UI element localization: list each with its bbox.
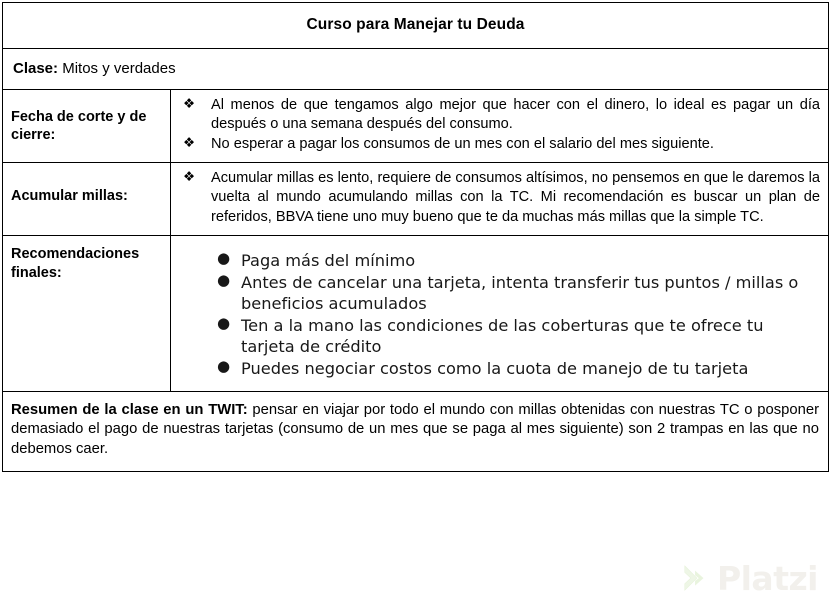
platzi-logo-icon: [681, 563, 711, 595]
row-body-recomendaciones-finales: [171, 236, 829, 391]
row-label-acumular-millas: Acumular millas:: [3, 163, 171, 236]
list-item: [211, 272, 820, 314]
row-body-fecha-de-corte: [171, 90, 829, 163]
table-row-fecha-de-corte: [3, 90, 829, 163]
round-bullet-icon: ●: [217, 357, 231, 376]
round-bullet-list: [211, 250, 820, 379]
round-bullet-icon: ●: [217, 249, 231, 268]
round-bullet-icon: ●: [217, 271, 231, 290]
summary-text: pensar en viajar por todo el mundo con millas obtenidas con nuestras TC o posponer demasiado el pago de nuestras tarjetas (consumo de un mes que se paga al mes siguiente) son 2 trampas en las que no debemos caer.: [11, 401, 820, 457]
list-item-text: Acumular millas es lento, requiere de consumos altísimos, no pensemos en que le daremos la vuelta al mundo acumulando millas con la TC. Mi recomendación es buscar un plan de referidos, BBVA tiene uno muy bueno que te da muchas más millas que la simple TC.: [211, 170, 820, 225]
list-item-text: Antes de cancelar una tarjeta, intenta transferir tus puntos / millas o beneficios acumulados: [241, 273, 799, 314]
row-body-acumular-millas: [171, 163, 829, 236]
class-cell: [3, 49, 829, 90]
list-item: [211, 358, 820, 379]
list-item-text: Ten a la mano las condiciones de las coberturas que te ofrece tu tarjeta de crédito: [241, 316, 764, 357]
table-row-title: [3, 3, 829, 49]
diamond-bullet-list: [177, 96, 820, 154]
diamond-bullet-list: [177, 169, 820, 226]
diamond-bullet-icon: ❖: [183, 134, 196, 151]
table-row-summary: [3, 391, 829, 471]
diamond-bullet-icon: ❖: [183, 96, 196, 112]
list-item-text: Al menos de que tengamos algo mejor que hacer con el dinero, lo ideal es pagar un día después o una semana después del consumo.: [211, 97, 820, 133]
table-row-recomendaciones-finales: [3, 236, 829, 391]
platzi-watermark: [681, 559, 818, 598]
list-item: [177, 96, 820, 134]
platzi-wordmark: Platzi: [716, 559, 818, 598]
table-row-class: [3, 49, 829, 90]
row-label-fecha-de-corte: Fecha de corte y de cierre:: [3, 90, 171, 163]
row-label-recomendaciones-finales: Recomendaciones finales:: [3, 236, 171, 391]
summary-label: Resumen de la clase en un TWIT:: [11, 401, 248, 418]
course-summary-table: [2, 2, 829, 472]
list-item-text: Puedes negociar costos como la cuota de manejo de tu tarjeta: [241, 359, 749, 379]
diamond-bullet-icon: ❖: [183, 169, 196, 186]
list-item: [211, 315, 820, 357]
list-item: [211, 250, 820, 271]
list-item-text: Paga más del mínimo: [241, 251, 416, 271]
summary-cell: [3, 391, 829, 471]
class-value: Mitos y verdades: [62, 60, 176, 77]
list-item-text: No esperar a pagar los consumos de un mes con el salario del mes siguiente.: [211, 135, 714, 152]
list-item: [177, 169, 820, 226]
class-label: Clase:: [13, 60, 59, 77]
list-item: [177, 135, 820, 154]
round-bullet-icon: ●: [217, 314, 231, 333]
table-row-acumular-millas: [3, 163, 829, 236]
course-title: Curso para Manejar tu Deuda: [3, 3, 829, 49]
